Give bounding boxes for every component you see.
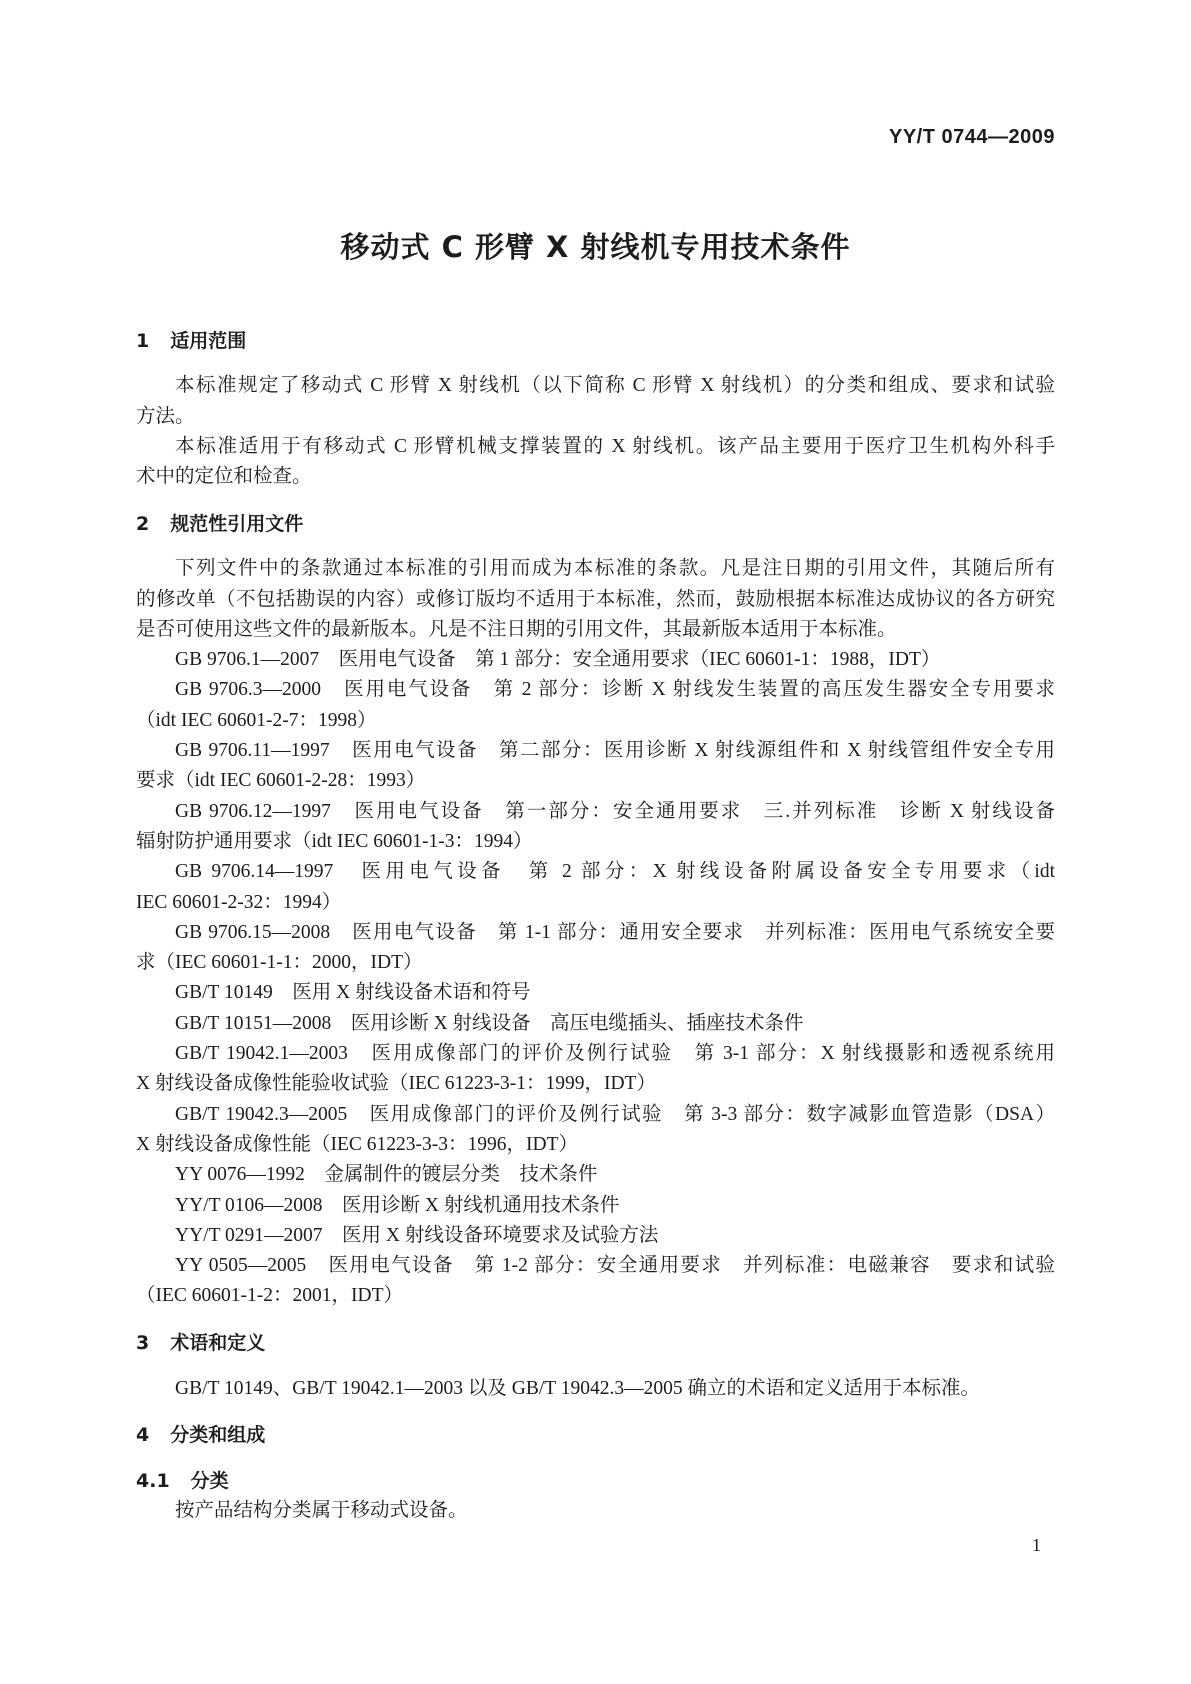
subsection-number: 4.1 <box>136 1469 170 1492</box>
section-number: 3 <box>136 1332 150 1355</box>
subsection-heading <box>136 1466 1055 1496</box>
reference-line: GB 9706.12—1997 医用电气设备 第一部分：安全通用要求 三.并列标准 诊断 X 射线设备 <box>175 800 1055 822</box>
section-heading <box>136 1420 1055 1450</box>
reference-entry <box>136 1009 1055 1039</box>
document-title: 移动式 C 形臂 X 射线机专用技术条件 <box>340 230 851 264</box>
paragraph-line: 按产品结构分类属于移动式设备。 <box>175 1499 468 1521</box>
document-body <box>136 326 1055 1526</box>
reference-entry <box>136 645 1055 675</box>
paragraph-line: GB/T 10149、GB/T 19042.1—2003 以及 GB/T 19042.3—2005 确立的术语和定义适用于本标准。 <box>175 1377 980 1399</box>
reference-line: X 射线设备成像性能验收试验（IEC 61223-3-1：1999，IDT） <box>136 1073 656 1095</box>
paragraph-line: 的修改单（不包括勘误的内容）或修订版均不适用于本标准，然而，鼓励根据本标准达成协议的各方研究 <box>136 588 1055 610</box>
reference-line: X 射线设备成像性能（IEC 61223-3-3：1996，IDT） <box>136 1133 578 1155</box>
reference-line: GB/T 10149 医用 X 射线设备术语和符号 <box>175 982 531 1004</box>
reference-line: GB/T 10151—2008 医用诊断 X 射线设备 高压电缆插头、插座技术条件 <box>175 1012 804 1034</box>
reference-line: GB 9706.3—2000 医用电气设备 第 2 部分：诊断 X 射线发生装置的高压发生器安全专用要求 <box>175 679 1055 701</box>
reference-line: YY 0076—1992 金属制件的镀层分类 技术条件 <box>175 1164 598 1186</box>
paragraph-line: 术中的定位和检查。 <box>136 466 312 488</box>
reference-line: YY/T 0106—2008 医用诊断 X 射线机通用技术条件 <box>175 1194 620 1216</box>
reference-entry <box>136 736 1055 797</box>
section-number: 1 <box>136 330 150 352</box>
reference-line: GB/T 19042.3—2005 医用成像部门的评价及例行试验 第 3-3 部分：数字减影血管造影（DSA） <box>175 1103 1055 1125</box>
section-number: 2 <box>136 512 150 535</box>
reference-line: GB 9706.1—2007 医用电气设备 第 1 部分：安全通用要求（IEC 60601-1：1988，IDT） <box>175 649 941 671</box>
paragraph-line: 本标准规定了移动式 C 形臂 X 射线机（以下简称 C 形臂 X 射线机）的分类和组成、要求和试验 <box>175 375 1055 397</box>
reference-entry <box>136 1039 1055 1100</box>
paragraph <box>136 554 1055 645</box>
page-number: 1 <box>1032 1535 1041 1555</box>
section-title: 规范性引用文件 <box>170 512 304 535</box>
reference-line: 要求（idt IEC 60601-2-28：1993） <box>136 770 426 792</box>
reference-entry <box>136 1221 1055 1251</box>
section-heading <box>136 326 1055 356</box>
reference-entry <box>136 918 1055 979</box>
section-heading <box>136 1328 1055 1358</box>
paragraph <box>136 1374 1055 1404</box>
paragraph-line: 是否可使用这些文件的最新版本。凡是不注日期的引用文件，其最新版本适用于本标准。 <box>136 618 897 640</box>
reference-entry <box>136 1251 1055 1312</box>
section-number: 4 <box>136 1424 150 1447</box>
subsection-title: 分类 <box>190 1469 229 1492</box>
reference-entry <box>136 1191 1055 1221</box>
reference-line: 辐射防护通用要求（idt IEC 60601-1-3：1994） <box>136 830 533 852</box>
reference-line: IEC 60601-2-32：1994） <box>136 891 342 913</box>
reference-list <box>136 645 1055 1312</box>
reference-entry <box>136 675 1055 736</box>
section-title: 分类和组成 <box>170 1424 266 1447</box>
section-title: 适用范围 <box>170 330 247 352</box>
reference-line: GB/T 19042.1—2003 医用成像部门的评价及例行试验 第 3-1 部分：X 射线摄影和透视系统用 <box>175 1043 1055 1065</box>
reference-line: YY/T 0291—2007 医用 X 射线设备环境要求及试验方法 <box>175 1224 659 1246</box>
reference-line: （IEC 60601-1-2：2001，IDT） <box>136 1285 404 1307</box>
paragraph-line: 本标准适用于有移动式 C 形臂机械支撑装置的 X 射线机。该产品主要用于医疗卫生机构外科手 <box>175 435 1055 457</box>
reference-line: GB 9706.11—1997 医用电气设备 第二部分：医用诊断 X 射线源组件和 X 射线管组件安全专用 <box>175 740 1055 762</box>
reference-entry <box>136 857 1055 918</box>
section-heading <box>136 509 1055 539</box>
reference-line: 求（IEC 60601-1-1：2000，IDT） <box>136 952 423 974</box>
reference-line: （idt IEC 60601-2-7：1998） <box>136 709 377 731</box>
reference-line: GB 9706.15—2008 医用电气设备 第 1-1 部分：通用安全要求 并列标准：医用电气系统安全要 <box>175 921 1055 943</box>
section-title: 术语和定义 <box>170 1332 266 1355</box>
standard-code: YY/T 0744—2009 <box>889 126 1055 148</box>
paragraph <box>136 1496 1055 1526</box>
reference-line: YY 0505—2005 医用电气设备 第 1-2 部分：安全通用要求 并列标准：电磁兼容 要求和试验 <box>175 1255 1055 1277</box>
reference-line: GB 9706.14—1997 医用电气设备 第 2 部分：X 射线设备附属设备安全专用要求（idt <box>175 861 1055 883</box>
paragraph-line: 方法。 <box>136 405 195 427</box>
reference-entry <box>136 978 1055 1008</box>
paragraph <box>136 371 1055 432</box>
reference-entry <box>136 797 1055 858</box>
reference-entry <box>136 1100 1055 1161</box>
paragraph <box>136 432 1055 493</box>
paragraph-line: 下列文件中的条款通过本标准的引用而成为本标准的条款。凡是注日期的引用文件，其随后所有 <box>175 558 1055 580</box>
reference-entry <box>136 1160 1055 1190</box>
